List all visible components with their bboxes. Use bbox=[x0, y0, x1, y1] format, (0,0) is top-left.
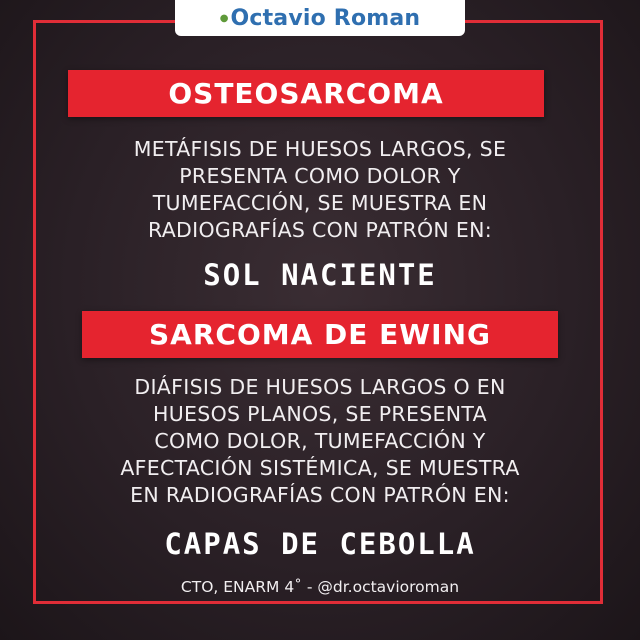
description-line: TUMEFACCIÓN, SE MUESTRA EN bbox=[152, 191, 488, 215]
ewing-sarcoma-description bbox=[40, 374, 600, 509]
logo-mark-icon: ● bbox=[219, 12, 229, 24]
description-line: DIÁFISIS DE HUESOS LARGOS O EN bbox=[134, 375, 506, 399]
description-line: EN RADIOGRAFÍAS CON PATRÓN EN: bbox=[130, 483, 510, 507]
ewing-sarcoma-title: SARCOMA DE EWING bbox=[82, 311, 558, 358]
description-line: PRESENTA COMO DOLOR Y bbox=[179, 164, 461, 188]
description-line: METÁFISIS DE HUESOS LARGOS, SE bbox=[133, 137, 507, 161]
description-line: RADIOGRAFÍAS CON PATRÓN EN: bbox=[148, 218, 492, 242]
logo bbox=[175, 0, 465, 36]
description-line: HUESOS PLANOS, SE PRESENTA bbox=[153, 402, 487, 426]
ewing-sarcoma-pattern: CAPAS DE CEBOLLA bbox=[164, 527, 476, 561]
logo-text: Octavio Roman bbox=[230, 5, 421, 31]
osteosarcoma-pattern: SOL NACIENTE bbox=[203, 258, 437, 292]
footer-credit: CTO, ENARM 4˚ - @dr.octavioroman bbox=[180, 578, 460, 596]
description-line: AFECTACIÓN SISTÉMICA, SE MUESTRA bbox=[120, 456, 520, 480]
description-line: COMO DOLOR, TUMEFACCIÓN Y bbox=[154, 429, 486, 453]
osteosarcoma-title: OSTEOSARCOMA bbox=[68, 70, 544, 117]
osteosarcoma-description bbox=[40, 136, 600, 244]
